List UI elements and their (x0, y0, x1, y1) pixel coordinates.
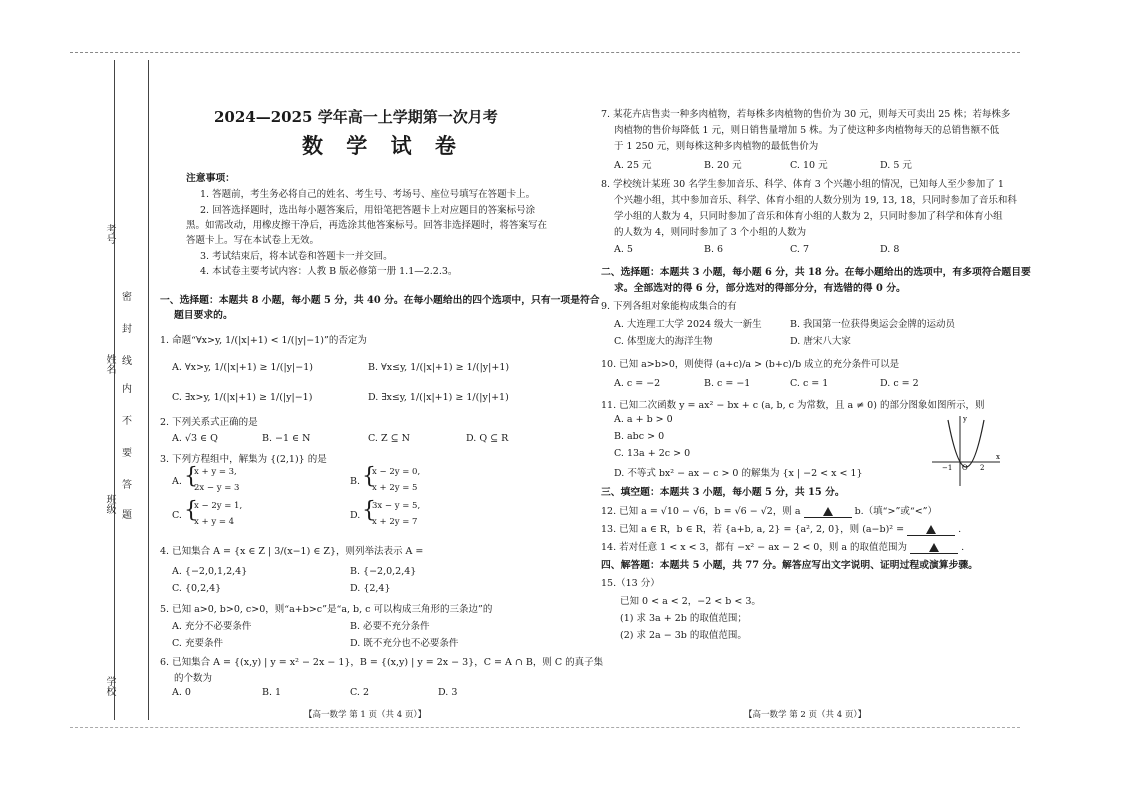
q1-stem: 1. 命题“∀x>y, 1/(|x|+1) < 1/(|y|−1)”的否定为 (160, 335, 367, 346)
q13-text (601, 521, 961, 536)
q8-option-a: A. 5 (614, 244, 633, 255)
banji-label: 班级 (104, 494, 115, 514)
q3-c-eq1: x − 2y = 1, (194, 501, 243, 511)
q11-option-a: A. a + b > 0 (614, 414, 673, 425)
q5-option-b: B. 必要不充分条件 (350, 621, 430, 632)
section2-heading: 二、选择题：本题共 3 小题，每小题 6 分，共 18 分。在每小题给出的选项中，有多项符合题目要 (601, 267, 1031, 278)
q3-brace-c: { (184, 498, 198, 523)
q3-a-eq2: 2x − y = 3 (194, 483, 240, 493)
q13-pre: 13. 已知 a ∈ R，b ∈ R，若 {a+b, a, 2} = {a², 2, 0}，则 (a−b)² = (601, 524, 905, 535)
q6-stem: 6. 已知集合 A = {(x,y) | y = x² − 2x − 1}，B = {(x,y) | y = 2x − 3}，C = A ∩ B，则 C 的真子集 (160, 657, 604, 668)
figure-right-root-label: 2 (980, 464, 985, 472)
section3-heading: 三、填空题：本题共 3 小题，每小题 5 分，共 15 分。 (601, 487, 845, 498)
q7-line1: 7. 某花卉店售卖一种多肉植物，若每株多肉植物的售价为 30 元，则每天可卖出 25 株；若每株多 (601, 109, 1011, 120)
q2-option-b: B. −1 ∈ N (262, 433, 311, 444)
seal-char: 题 (122, 510, 132, 521)
q11-stem: 11. 已知二次函数 y = ax² − bx + c (a, b, c 为常数，且 a ≠ 0) 的部分图象如图所示，则 (601, 400, 985, 411)
q8-line2: 个兴趣小组，其中参加音乐、科学、体育小组的人数分别为 19, 13, 18，只同时参加了音乐和科 (614, 195, 1017, 206)
q9-option-a: A. 大连理工大学 2024 级大一新生 (614, 319, 762, 330)
q6-stem-cont: 的个数为 (174, 673, 213, 684)
seal-char: 封 (122, 324, 132, 335)
q3-a-eq1: x + y = 3, (194, 467, 237, 477)
q11-option-c: C. 13a + 2c > 0 (614, 448, 691, 459)
q3-brace-b: { (362, 464, 376, 489)
q3-c-eq2: x + y = 4 (194, 517, 235, 527)
q11-option-b: B. abc > 0 (614, 431, 665, 442)
section1-heading: 一、选择题：本题共 8 小题，每小题 5 分，共 40 分。在每小题给出的四个选项中，只有一项是符合 (160, 295, 600, 306)
q5-option-c: C. 充要条件 (172, 638, 223, 649)
q5-option-d: D. 既不充分也不必要条件 (350, 638, 459, 649)
top-edge-line (70, 52, 1020, 53)
q7-option-b: B. 20 元 (704, 160, 742, 171)
xuexiao-label: 学校 (104, 676, 115, 696)
figure-origin-label: O (962, 464, 968, 472)
q8-option-c: C. 7 (790, 244, 810, 255)
binding-line-left (114, 60, 115, 720)
seal-char: 线 (122, 356, 132, 367)
exam-subtitle: 数 学 试 卷 (302, 133, 464, 158)
notice-heading: 注意事项： (186, 173, 235, 184)
q14-answer-blank[interactable] (910, 542, 958, 554)
notice-item: 2. 回答选择题时，选出每小题答案后，用铅笔把答题卡上对应题目的答案标号涂 (200, 205, 536, 216)
q7-option-c: C. 10 元 (790, 160, 828, 171)
q1-option-c: C. ∃x>y, 1/(|x|+1) ≥ 1/(|y|−1) (172, 392, 313, 403)
q10-option-c: C. c = 1 (790, 378, 829, 389)
figure-left-root-label: −1 (942, 464, 953, 472)
q3-b-eq1: x − 2y = 0, (372, 467, 421, 477)
q15-number: 15.（13 分） (601, 578, 660, 589)
q15-given: 已知 0 < a < 2，−2 < b < 3。 (620, 596, 761, 607)
q4-stem: 4. 已知集合 A = {x ∈ Z | 3/(x−1) ∈ Z}，则列举法表示 A = (160, 546, 424, 557)
q3-b-eq2: x + 2y = 5 (372, 483, 418, 493)
q4-option-b: B. {−2,0,2,4} (350, 566, 417, 577)
q2-stem: 2. 下列关系式正确的是 (160, 417, 258, 428)
q12-answer-blank[interactable] (804, 506, 852, 518)
q11-parabola-figure (930, 412, 1004, 488)
q14-pre: 14. 若对任意 1 < x < 3，都有 −x² − ax − 2 < 0，则 a 的取值范围为 (601, 542, 908, 553)
q8-option-d: D. 8 (880, 244, 900, 255)
q2-option-c: C. Z ⊆ N (368, 433, 410, 444)
q3-option-c: C. (172, 510, 182, 521)
q12-post: b.（填“>”或“<”） (854, 506, 938, 517)
notice-item: 3. 考试结束后，将本试卷和答题卡一并交回。 (200, 251, 393, 262)
section4-heading: 四、解答题：本题共 5 小题，共 77 分。解答应写出文字说明、证明过程或演算步骤。 (601, 560, 978, 571)
notice-item: 4. 本试卷主要考试内容：人教 B 版必修第一册 1.1—2.2.3。 (200, 266, 458, 277)
q8-line1: 8. 学校统计某班 30 名学生参加音乐、科学、体育 3 个兴趣小组的情况，已知每人至少参加了 1 (601, 179, 1004, 190)
q3-d-eq2: x + 2y = 7 (372, 517, 418, 527)
seal-char: 答 (122, 480, 132, 491)
q14-text (601, 539, 964, 554)
q3-option-b: B. (350, 476, 361, 487)
q9-option-d: D. 唐宋八大家 (790, 336, 851, 347)
kaohao-label: 考号 (104, 224, 115, 244)
q8-option-b: B. 6 (704, 244, 724, 255)
q15-part1: (1) 求 3a + 2b 的取值范围； (620, 613, 747, 624)
seal-char: 内 (122, 384, 132, 395)
xingming-label: 姓名 (104, 354, 115, 374)
q6-option-a: A. 0 (172, 687, 191, 698)
q5-stem: 5. 已知 a>0, b>0, c>0，则“a+b>c”是“a, b, c 可以构成三角形的三条边”的 (160, 604, 493, 615)
q10-stem: 10. 已知 a>b>0，则使得 (a+c)/a > (b+c)/b 成立的充分条件可以是 (601, 359, 900, 370)
notice-item: 答题卡上。写在本试卷上无效。 (186, 235, 320, 246)
exam-title: 2024—2025 学年高一上学期第一次月考 (214, 108, 498, 126)
q7-option-d: D. 5 元 (880, 160, 912, 171)
q15-part2: (2) 求 2a − 3b 的取值范围。 (620, 630, 747, 641)
q4-option-a: A. {−2,0,1,2,4} (172, 566, 248, 577)
q10-option-d: D. c = 2 (880, 378, 919, 389)
q6-option-c: C. 2 (350, 687, 370, 698)
q10-option-b: B. c = −1 (704, 378, 751, 389)
q1-option-a: A. ∀x>y, 1/(|x|+1) ≥ 1/(|y|−1) (172, 362, 313, 373)
q13-answer-blank[interactable] (907, 524, 955, 536)
q12-text (601, 503, 937, 518)
q7-option-a: A. 25 元 (614, 160, 652, 171)
q6-option-d: D. 3 (438, 687, 458, 698)
q9-stem: 9. 下列各组对象能构成集合的有 (601, 301, 737, 312)
q6-option-b: B. 1 (262, 687, 282, 698)
q11-option-d: D. 不等式 bx² − ax − c > 0 的解集为 {x | −2 < x < 1} (614, 468, 863, 479)
q7-line3: 于 1 250 元，则每株这种多肉植物的最低售价为 (614, 141, 819, 152)
binding-line-right (148, 60, 149, 720)
q12-pre: 12. 已知 a = √10 − √6，b = √6 − √2，则 a (601, 506, 801, 517)
q10-option-a: A. c = −2 (614, 378, 661, 389)
footer-right: 【高一数学 第 2 页（共 4 页）】 (744, 710, 867, 720)
q8-line4: 的人数为 4，则同时参加了 3 个小组的人数为 (614, 227, 807, 238)
notice-item: 1. 答题前，考生务必将自己的姓名、考生号、考场号、座位号填写在答题卡上。 (200, 189, 536, 200)
q9-option-c: C. 体型庞大的海洋生物 (614, 336, 713, 347)
answer-triangle-icon (823, 507, 833, 516)
q4-option-d: D. {2,4} (350, 583, 391, 594)
seal-char: 密 (122, 292, 132, 303)
seal-char: 要 (122, 448, 132, 459)
q7-line2: 肉植物的售价每降低 1 元，则日销售量增加 5 株。为了使这种多肉植物每天的总销售额不低 (614, 125, 1000, 136)
q14-post: . (961, 542, 965, 553)
section2-heading-cont: 求。全部选对的得 6 分，部分选对的得部分分，有选错的得 0 分。 (614, 283, 906, 294)
q8-line3: 学小组的人数为 4，只同时参加了音乐和体育小组的人数为 2，只同时参加了科学和体育小组 (614, 211, 1003, 222)
figure-parabola-curve (948, 420, 984, 467)
q3-brace-d: { (362, 498, 376, 523)
figure-y-label: y (963, 415, 967, 423)
q3-brace-a: { (184, 464, 198, 489)
q3-option-d: D. (350, 510, 361, 521)
q2-option-a: A. √3 ∈ Q (172, 433, 218, 444)
section1-heading-cont: 题目要求的。 (174, 310, 233, 321)
q4-option-c: C. {0,2,4} (172, 583, 222, 594)
q1-option-d: D. ∃x≤y, 1/(|x|+1) ≥ 1/(|y|+1) (368, 392, 509, 403)
bottom-edge-line (70, 727, 1020, 728)
q3-stem: 3. 下列方程组中，解集为 {(2,1)} 的是 (160, 454, 327, 465)
notice-item: 黑。如需改动，用橡皮擦干净后，再选涂其他答案标号。回答非选择题时，将答案写在 (186, 220, 548, 231)
answer-triangle-icon (929, 543, 939, 552)
q1-option-b: B. ∀x≤y, 1/(|x|+1) ≥ 1/(|y|+1) (368, 362, 510, 373)
seal-char: 不 (122, 416, 132, 427)
q13-post: . (958, 524, 962, 535)
figure-x-label: x (996, 453, 1000, 461)
footer-left: 【高一数学 第 1 页（共 4 页）】 (304, 710, 427, 720)
q2-option-d: D. Q ⊆ R (466, 433, 509, 444)
answer-triangle-icon (926, 525, 936, 534)
q3-option-a: A. (172, 476, 182, 487)
q5-option-a: A. 充分不必要条件 (172, 621, 252, 632)
q9-option-b: B. 我国第一位获得奥运会金牌的运动员 (790, 319, 956, 330)
q3-d-eq1: 3x − y = 5, (372, 501, 421, 511)
